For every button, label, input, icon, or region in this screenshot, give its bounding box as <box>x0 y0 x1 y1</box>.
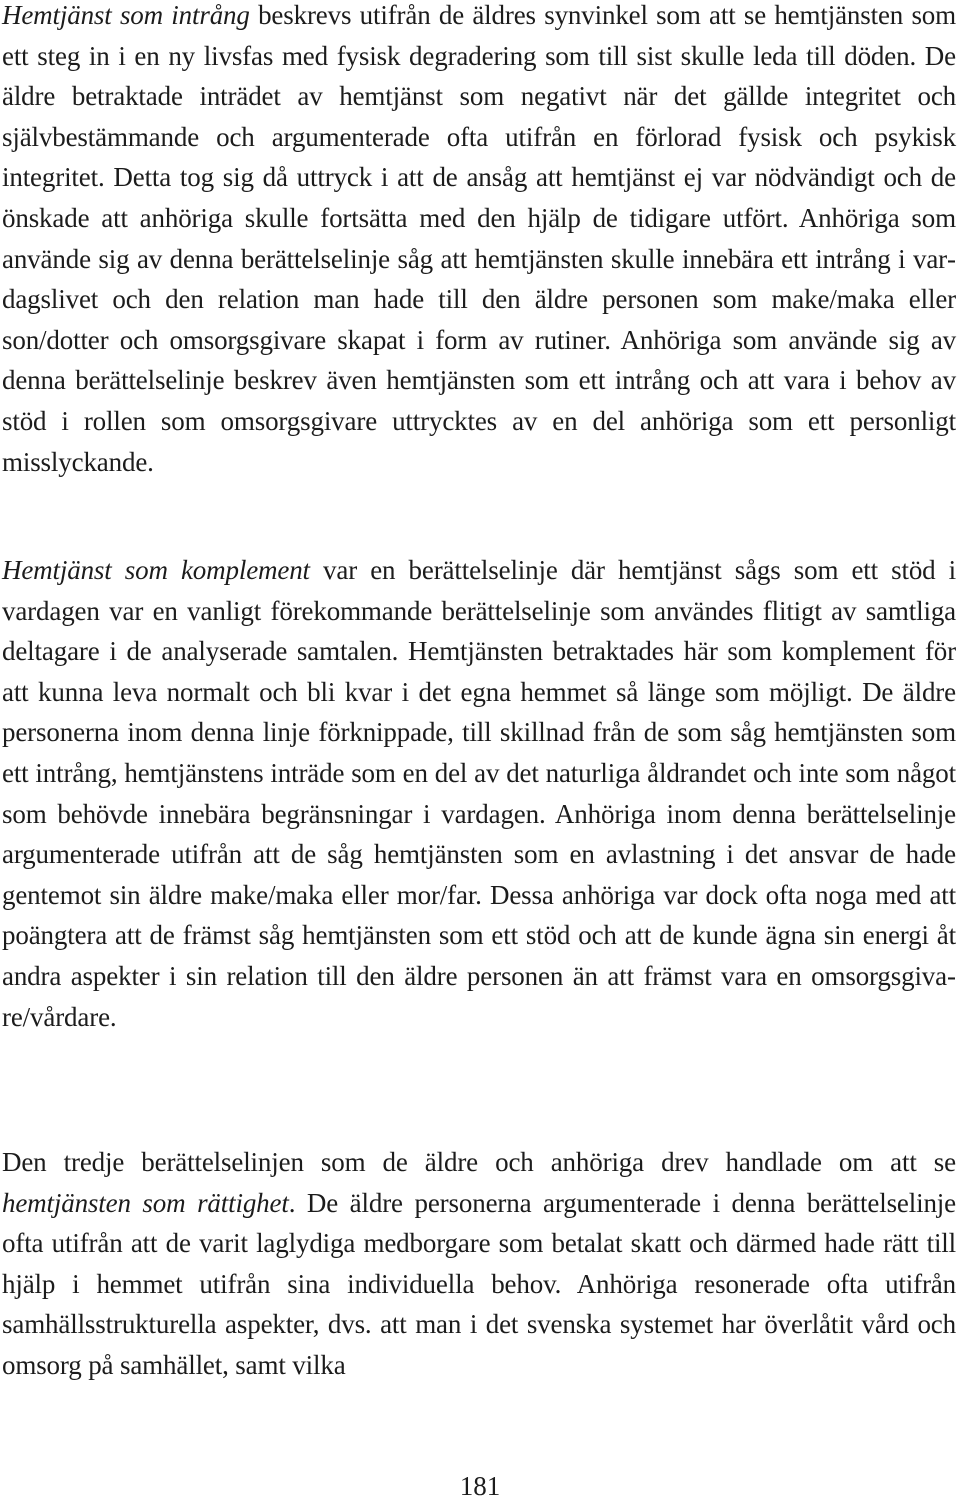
paragraph-2 <box>2 550 956 1037</box>
emphasis-hemtjanst-som-komplement: Hemtjänst som komplement <box>2 555 310 585</box>
paragraph-2-body: var en berättelselinje där hemtjänst sågs som ett stöd i vardagen var en vanligt förekommande berättelselinje som användes flitigt av samtliga deltagare i de analyserade samtalen. Hemtjänsten betraktades här som komplement för att kunna leva normalt och bli kvar i det egna hemmet så länge som möjligt. De äldre personerna inom denna linje förknippade, till skillnad från de som såg hemtjänsten som ett intrång, hemtjänstens inträde som en del av det naturliga åldrandet och inte som något som behövde innebära begränsningar i vardagen. Anhöriga inom denna berättelselinje argumenterade utifrån att de såg hemtjänsten som en avlastning i det ansvar de hade gentemot sin äldre make/maka eller mor/far. Dessa anhöriga var dock ofta noga med att poängtera att de främst såg hemtjänsten som ett stöd och att de kunde ägna sin energi åt andra aspekter i sin relation till den äldre personen än att främst vara en omsorgsgivare/vårdare. <box>2 555 957 1032</box>
paragraph-1 <box>2 0 956 482</box>
paragraph-3-body: . De äldre personerna argumenterade i denna berättelselinje ofta utifrån att de varit laglydiga medborgare som betalat skatt och därmed hade rätt till hjälp i hemmet utifrån sina individuella behov. Anhöriga resonerade ofta utifrån samhällsstrukturella aspekter, dvs. att man i det svenska systemet har överlåtit vård och omsorg på samhället, samt vilka <box>2 1187 956 1380</box>
page-number: 181 <box>459 1471 501 1501</box>
paragraph-1-body: beskrevs utifrån de äldres synvinkel som att se hemtjänsten som ett steg in i en ny livsfas med fysisk degradering som till sist skulle leda till döden. De äldre betraktade inträdet av hemtjänst som negativt när det gällde integritet och självbestämmande och argumenterade ofta utifrån en förlorad fysisk och psykisk integritet. Detta tog sig då uttryck i att de ansåg att hemtjänst ej var nödvändigt och de önskade att anhöriga skulle fortsätta med den hjälp de tidigare utfört. Anhöriga som använde sig av denna berättelselinje såg att hemtjänsten skulle innebära ett intrång i vardagslivet och den relation man hade till den äldre personen som make/maka eller son/dotter och omsorgsgivare skapat i form av rutiner. Anhöriga som använde sig av denna berättelselinje beskrev även hemtjänsten som ett intrång och att vara i behov av stöd i rollen som omsorgsgivare uttrycktes av en del anhöriga som ett personligt misslyckande. <box>2 0 957 477</box>
paragraph-3-intro: Den tredje berättelselinjen som de äldre och anhöriga drev handlade om att se <box>2 1147 956 1177</box>
paragraph-3 <box>2 1142 956 1386</box>
emphasis-hemtjansten-som-rattighet: hemtjänsten som rättighet <box>2 1187 289 1218</box>
emphasis-hemtjanst-som-intrang: Hemtjänst som intrång <box>2 0 250 30</box>
